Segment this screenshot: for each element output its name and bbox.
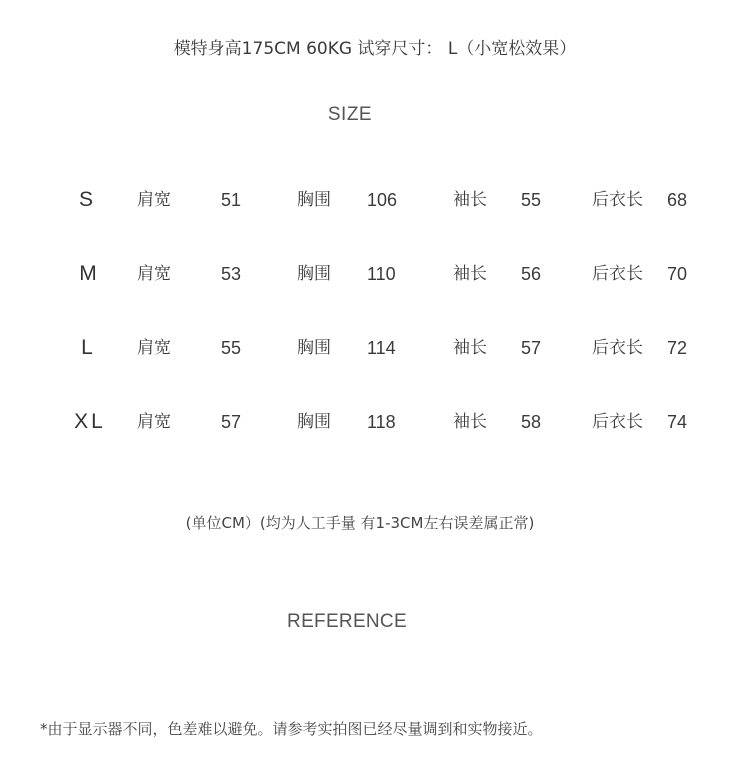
shoulder-label: 肩宽 <box>137 264 171 284</box>
shoulder-label: 肩宽 <box>137 338 171 358</box>
sleeve-label: 袖长 <box>453 412 487 432</box>
back-length-value: 70 <box>667 264 688 284</box>
color-disclaimer: *由于显示器不同，色差难以避免。请参考实拍图已经尽量调到和实物接近。 <box>40 720 543 738</box>
shoulder-value: 57 <box>221 412 242 432</box>
chest-label: 胸围 <box>297 412 331 432</box>
back-length-label: 后衣长 <box>592 264 643 284</box>
size-label: M <box>79 262 97 285</box>
shoulder-value: 51 <box>221 190 242 210</box>
chest-value: 118 <box>367 412 396 432</box>
sleeve-value: 56 <box>521 264 542 284</box>
sleeve-value: 57 <box>521 338 542 358</box>
back-length-value: 68 <box>667 190 688 210</box>
model-info: 模特身高175CM 60KG 试穿尺寸： L（小宽松效果） <box>173 39 577 59</box>
back-length-label: 后衣长 <box>592 190 643 210</box>
shoulder-value: 55 <box>221 338 242 358</box>
sleeve-value: 58 <box>521 412 542 432</box>
size-label: XL <box>74 410 106 433</box>
back-length-value: 74 <box>667 412 688 432</box>
sleeve-value: 55 <box>521 190 542 210</box>
back-length-value: 72 <box>667 338 688 358</box>
chest-label: 胸围 <box>297 338 331 358</box>
chest-value: 110 <box>367 264 396 284</box>
back-length-label: 后衣长 <box>592 412 643 432</box>
chest-value: 114 <box>367 338 396 358</box>
sleeve-label: 袖长 <box>453 190 487 210</box>
shoulder-label: 肩宽 <box>137 190 171 210</box>
size-row-l <box>0 333 750 363</box>
size-row-s <box>0 185 750 215</box>
size-row-xl <box>0 407 750 437</box>
back-length-label: 后衣长 <box>592 338 643 358</box>
chest-label: 胸围 <box>297 264 331 284</box>
size-label: L <box>81 336 93 359</box>
size-row-m <box>0 259 750 289</box>
shoulder-value: 53 <box>221 264 242 284</box>
size-title: SIZE <box>327 104 373 125</box>
chest-label: 胸围 <box>297 190 331 210</box>
shoulder-label: 肩宽 <box>137 412 171 432</box>
sleeve-label: 袖长 <box>453 264 487 284</box>
reference-title: REFERENCE <box>287 611 407 632</box>
unit-note: (单位CM）(均为人工手量 有1-3CM左右误差属正常) <box>185 514 535 532</box>
size-label: S <box>78 188 93 211</box>
sleeve-label: 袖长 <box>453 338 487 358</box>
chest-value: 106 <box>367 190 398 210</box>
